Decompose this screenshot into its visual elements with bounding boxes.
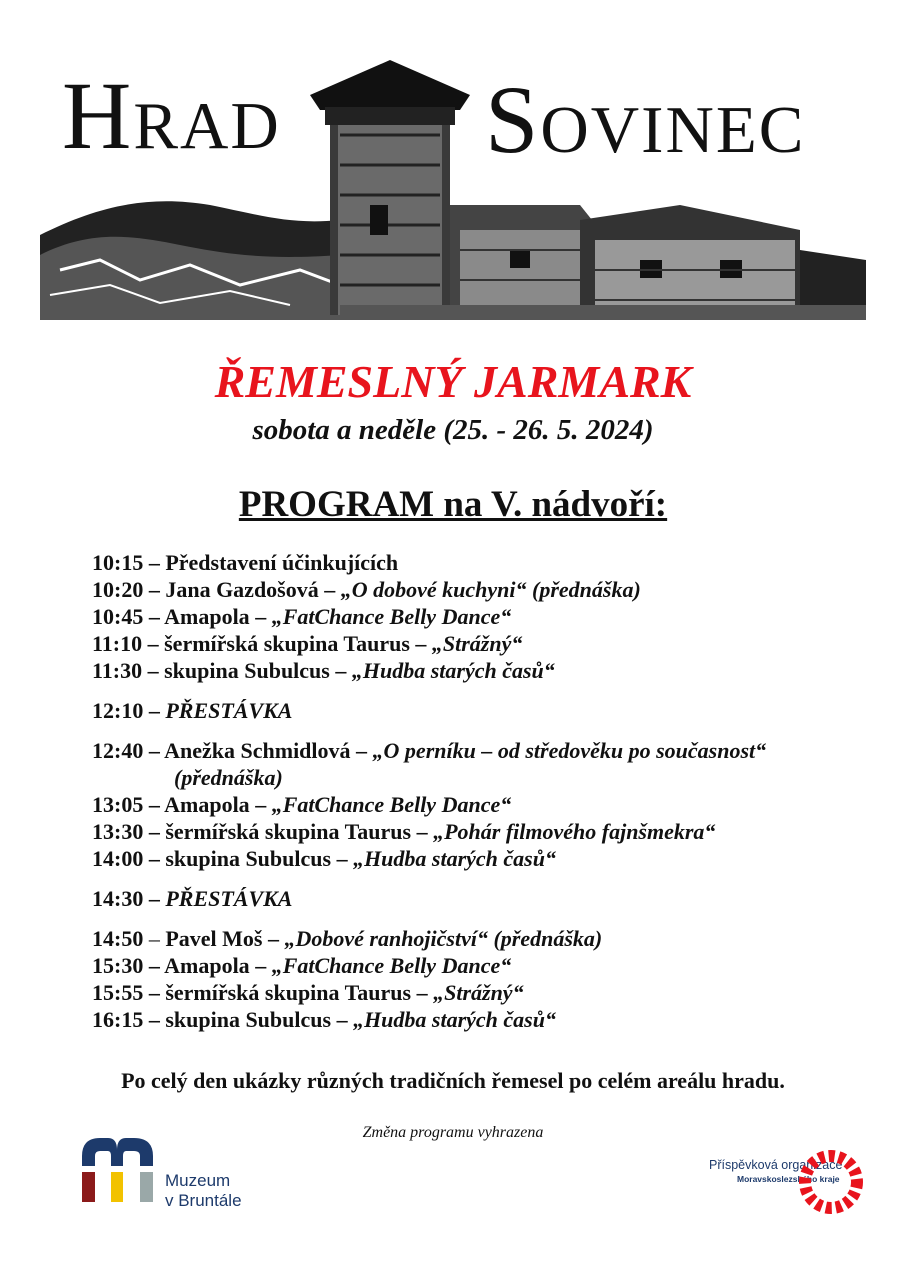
row-time: 14:00 [92,846,144,871]
row-sep: – [142,631,165,656]
row-dash: – [318,577,341,602]
museum-name [165,1171,242,1211]
row-note: (přednáška) [526,577,641,602]
row-performer: Anežka Schmidlová [164,738,351,763]
row-time: 12:10 [92,698,144,723]
program-row [92,631,522,657]
program-change-note: Změna programu vyhrazena [362,1124,544,1141]
program-row [92,953,511,979]
event-dates: sobota a neděle (25. - 26. 5. 2024) [252,414,654,446]
program-row [92,604,511,630]
program-row [92,738,766,764]
program-row [92,980,524,1006]
title-right: Sovinec [485,66,806,173]
event-title: ŘEMESLNÝ JARMARK [214,356,692,407]
row-time: 11:30 [92,658,143,683]
row-performer: šermířská skupina Taurus [165,980,412,1005]
row-performer: Jana Gazdošová [165,577,319,602]
row-sep: – [143,926,166,951]
row-dash: – [331,1007,354,1032]
row-performer: Pavel Moš [165,926,263,951]
row-performer: Amapola [164,792,250,817]
program-row [92,792,511,818]
row-title: „FatChance Belly Dance“ [271,792,512,817]
row-performer: šermířská skupina Taurus [164,631,410,656]
row-time: 12:40 [92,738,144,763]
row-time: 16:15 [92,1007,144,1032]
row-time: 10:15 [92,550,144,575]
program-row [92,819,715,845]
row-dash: – [331,846,354,871]
row-dash: – [409,631,432,656]
program-row-continuation [174,765,283,791]
row-title: „Hudba starých časů“ [353,846,556,871]
row-dash: – [249,604,272,629]
row-title: „O perníku – od středověku po současnost“ [372,738,767,763]
row-time: 15:55 [92,980,144,1005]
row-sep: – [143,698,166,723]
row-time: 14:50 [92,926,144,951]
row-sep: – [143,792,165,817]
row-time: 15:30 [92,953,144,978]
program-heading: PROGRAM na V. nádvoří: [238,484,668,525]
museum-line1: Muzeum [165,1171,231,1190]
program-row [92,1007,556,1033]
row-time: 14:30 [92,886,144,911]
row-time: 13:30 [92,819,144,844]
row-note: (přednáška) [174,765,283,790]
row-performer: skupina Subulcus [164,658,330,683]
program-row [92,926,602,952]
row-title: PŘESTÁVKA [165,698,293,723]
row-performer: Amapola [164,604,250,629]
program-row [92,658,555,684]
row-sep: – [143,953,165,978]
row-sep: – [143,819,166,844]
title-left: Hrad [62,62,281,169]
row-title: „FatChance Belly Dance“ [271,604,512,629]
row-time: 10:20 [92,577,144,602]
row-title: „Hudba starých časů“ [351,658,555,683]
row-time: 11:10 [92,631,143,656]
footer-note: Po celý den ukázky různých tradičních řemesel po celém areálu hradu. [121,1068,785,1093]
museum-logo [80,1136,155,1204]
museum-logo-icon [80,1136,155,1204]
row-sep: – [143,738,165,763]
program-row [92,577,641,603]
row-title: „Strážný“ [431,631,523,656]
row-dash: – [411,819,434,844]
row-title: „Hudba starých časů“ [353,1007,556,1032]
org-line1: Příspěvková organizace [709,1158,843,1172]
row-dash: – [262,926,285,951]
row-dash: – [249,792,272,817]
row-time: 10:45 [92,604,144,629]
row-title: „O dobové kuchyni“ [340,577,527,602]
row-performer: Amapola [164,953,250,978]
row-sep: – [143,577,166,602]
row-sep: – [143,886,166,911]
row-performer: Představení účinkujících [165,550,399,575]
program-row [92,550,398,576]
row-title: „Pohár filmového fajnšmekra“ [433,819,716,844]
row-sep: – [142,658,165,683]
org-line2: Moravskoslezského kraje [737,1174,840,1184]
row-title: PŘESTÁVKA [165,886,293,911]
msk-ring-icon [797,1148,865,1216]
row-sep: – [143,846,166,871]
row-title: „Strážný“ [433,980,524,1005]
row-dash: – [350,738,373,763]
row-dash: – [249,953,272,978]
row-performer: skupina Subulcus [165,846,332,871]
museum-line2: v Bruntále [165,1191,242,1210]
program-row [92,846,556,872]
row-dash: – [329,658,352,683]
program-row-break [92,886,292,912]
row-sep: – [143,604,165,629]
row-title: „FatChance Belly Dance“ [271,953,512,978]
row-title: „Dobové ranhojičství“ [284,926,488,951]
msk-logo [797,1148,865,1216]
row-performer: šermířská skupina Taurus [165,819,412,844]
row-performer: skupina Subulcus [165,1007,332,1032]
row-note: (přednáška) [487,926,603,951]
row-sep: – [143,1007,166,1032]
row-sep: – [143,980,166,1005]
program-row-break [92,698,292,724]
row-dash: – [411,980,434,1005]
row-time: 13:05 [92,792,144,817]
row-sep: – [143,550,166,575]
